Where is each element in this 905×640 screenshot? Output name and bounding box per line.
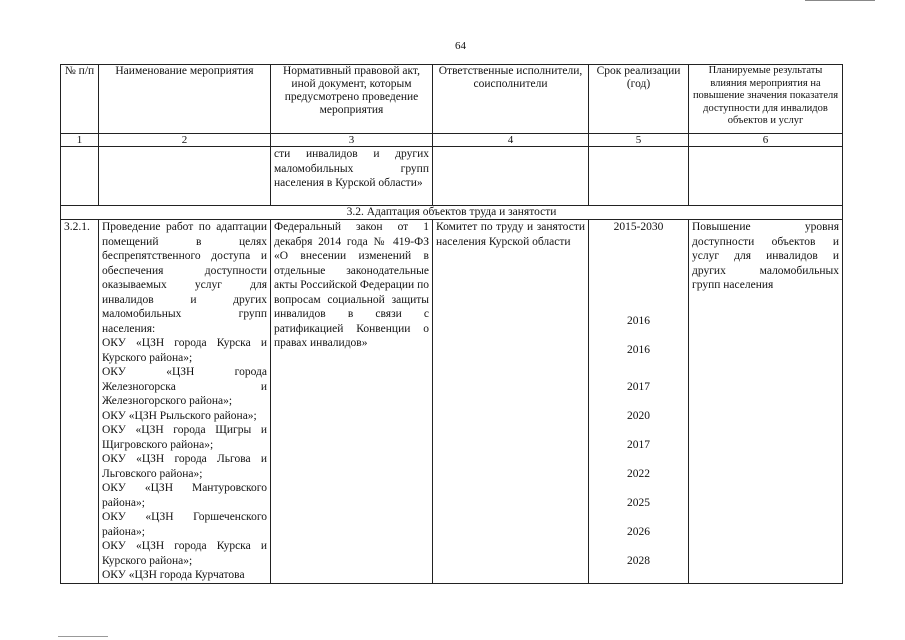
- item-period: 2015-2030: [613, 221, 664, 233]
- header-row: [61, 65, 843, 134]
- subitem-year: 2016: [627, 315, 650, 327]
- header-executors: Ответственные исполнители, соисполнители: [433, 65, 589, 134]
- column-number: 2: [99, 134, 271, 147]
- subitem-year: 2017: [627, 439, 650, 451]
- subitem-year: 2025: [627, 497, 650, 509]
- header-number: № п/п: [61, 65, 99, 134]
- item-row: [61, 220, 843, 584]
- subitem-year: 2022: [627, 468, 650, 480]
- subitem-year: 2028: [627, 555, 650, 567]
- measures-table: [60, 64, 843, 584]
- item-result: Повышение уровня доступности объектов и услуг для инвалидов и других маломобильных групп населения: [689, 220, 843, 584]
- subitem-name: ОКУ «ЦЗН города Курска и Курского района»;: [102, 337, 267, 364]
- subitem-name: ОКУ «ЦЗН города Щигры и Щигровского района»;: [102, 424, 267, 451]
- column-number: 3: [271, 134, 433, 147]
- subitem-year: 2026: [627, 526, 650, 538]
- continuation-row: [61, 147, 843, 206]
- subitem-name: ОКУ «ЦЗН города Льгова и Льговского района»;: [102, 453, 267, 480]
- item-number: 3.2.1.: [61, 220, 99, 584]
- item-legal-act: Федеральный закон от 1 декабря 2014 года № 419-ФЗ «О внесении изменений в отдельные законодательные акты Российской Федерации по вопросам социальной защиты инвалидов в связи с ратификацией Конвенции о правах инвалидов»: [271, 220, 433, 584]
- section-row: [61, 206, 843, 220]
- top-rule: [805, 0, 875, 1]
- column-number: 6: [689, 134, 843, 147]
- subitem-name: ОКУ «ЦЗН Мантуровского района»;: [102, 482, 267, 509]
- column-number: 4: [433, 134, 589, 147]
- column-number-row: [61, 134, 843, 147]
- item-executor: Комитет по труду и занятости населения Курской области: [433, 220, 589, 584]
- subitem-year: 2016: [627, 344, 650, 356]
- subitem-name: ОКУ «ЦЗН Рыльского района»;: [102, 409, 257, 422]
- subitem-name: ОКУ «ЦЗН города Курска и Курского района»;: [102, 540, 267, 567]
- column-number: 5: [589, 134, 689, 147]
- column-number: 1: [61, 134, 99, 147]
- item-name-intro: Проведение работ по адаптации помещений в целях беспрепятственного доступа и обеспечения доступности оказываемых услуг для инвалидов и других маломобильных групп населения:: [102, 221, 267, 335]
- item-period-cell: [589, 220, 689, 584]
- bottom-rule: [58, 636, 108, 637]
- continuation-text: сти инвалидов и других маломобильных групп населения в Курской области»: [271, 147, 433, 206]
- subitem-name: ОКУ «ЦЗН Горшеченского района»;: [102, 511, 267, 538]
- subitem-year: 2020: [627, 410, 650, 422]
- header-period: Срок реализации (год): [589, 65, 689, 134]
- header-name: Наименование мероприятия: [99, 65, 271, 134]
- page-number: 64: [455, 40, 466, 52]
- subitem-year: 2017: [627, 381, 650, 393]
- item-name-cell: [99, 220, 271, 584]
- header-results: Планируемые результаты влияния мероприятия на повышение значения показателя доступности для инвалидов объектов и услуг: [689, 65, 843, 134]
- subitem-name: ОКУ «ЦЗН города Курчатова: [102, 569, 245, 581]
- subitem-name: ОКУ «ЦЗН города Железногорска и Железногорского района»;: [102, 366, 267, 407]
- header-legal-act: Нормативный правовой акт, иной документ, которым предусмотрено проведение мероприятия: [271, 65, 433, 134]
- section-title: 3.2. Адаптация объектов труда и занятости: [61, 206, 843, 220]
